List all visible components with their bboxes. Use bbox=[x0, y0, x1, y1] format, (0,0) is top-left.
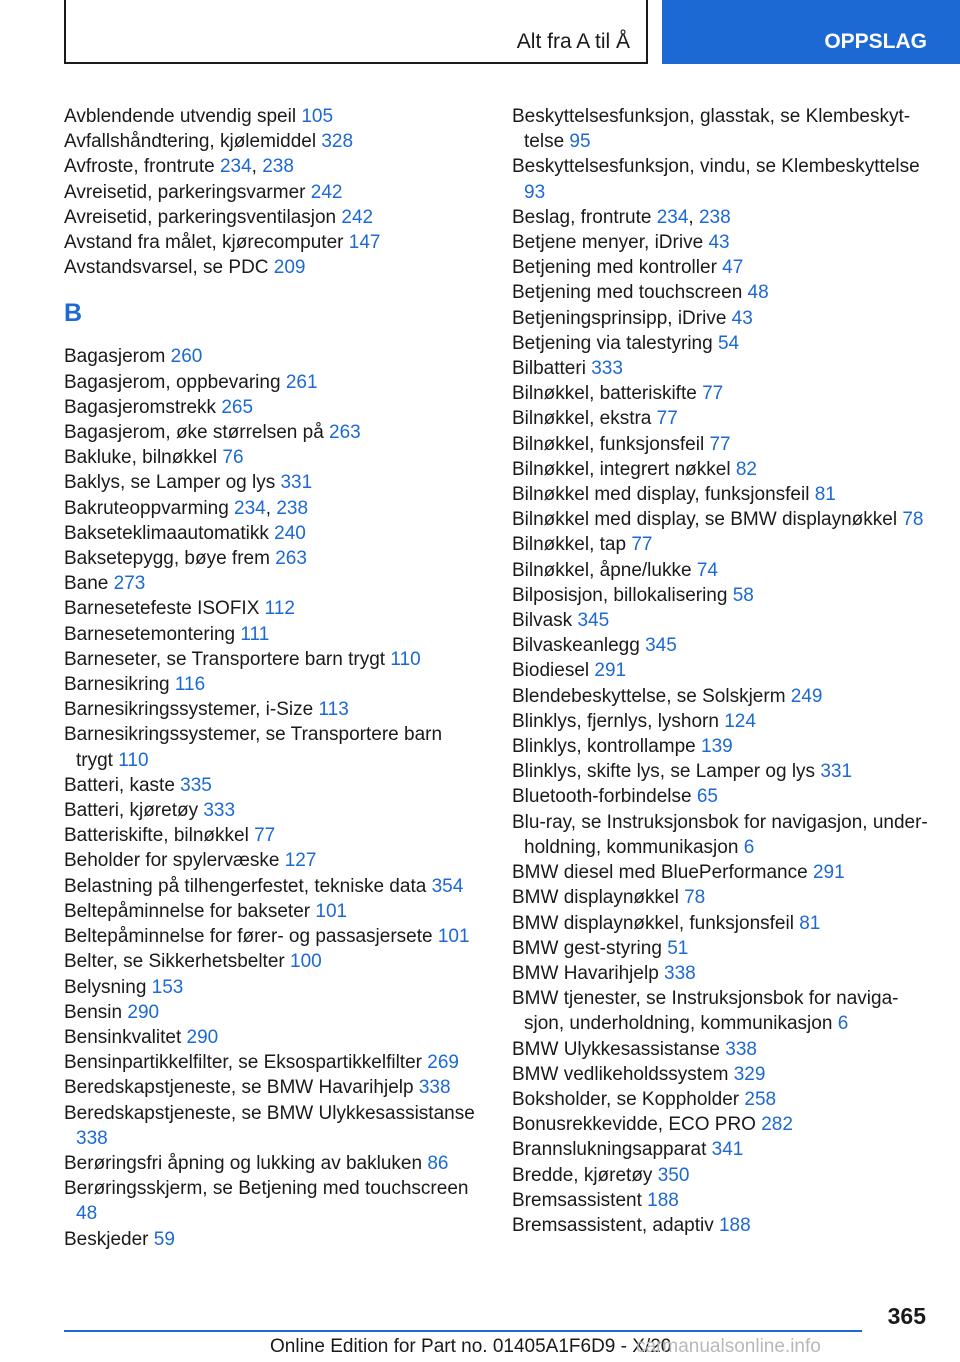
index-entry-text: BMW Ulykkesassistanse bbox=[512, 1038, 720, 1060]
index-page-link[interactable]: 249 bbox=[790, 685, 823, 707]
index-entry bbox=[512, 986, 932, 1036]
index-entry-text: Avfallshåndtering, kjølemiddel bbox=[64, 131, 317, 153]
index-entry-text: Bilnøkkel, batteriskifte bbox=[512, 383, 697, 405]
index-entry bbox=[64, 924, 484, 949]
index-page-link[interactable]: 338 bbox=[725, 1038, 757, 1060]
index-entry bbox=[512, 457, 932, 482]
index-page-link[interactable]: 58 bbox=[732, 584, 754, 606]
index-entry-text: Avstand fra målet, kjørecomputer bbox=[64, 232, 344, 254]
index-entry bbox=[64, 180, 484, 205]
index-page-link[interactable]: 76 bbox=[222, 447, 244, 469]
index-page-link[interactable]: 6 bbox=[743, 836, 755, 858]
index-entry-text: BMW Havarihjelp bbox=[512, 962, 659, 984]
index-entry bbox=[512, 658, 932, 683]
index-entry-text: Betjening med kontroller bbox=[512, 257, 717, 279]
index-entry: Avfroste, frontrute 234, 238 bbox=[64, 156, 294, 178]
index-entry-text: BMW tjenester, se Instruksjonsbok for navigasjon, underholdning, kommunikasjon bbox=[512, 988, 899, 1035]
index-entry-text: Bilposisjon, billokalisering bbox=[512, 584, 728, 606]
index-entry-text: Bremsassistent bbox=[512, 1189, 642, 1211]
index-page-link[interactable]: 291 bbox=[594, 660, 627, 682]
index-entry bbox=[512, 154, 932, 204]
index-entry bbox=[64, 622, 484, 647]
index-page-link[interactable]: 43 bbox=[731, 307, 753, 329]
index-page-link[interactable]: 238 bbox=[698, 206, 731, 228]
index-entry bbox=[64, 1050, 484, 1075]
index-page-link[interactable]: 77 bbox=[709, 433, 731, 455]
index-entry-text: Batteri, kjøretøy bbox=[64, 800, 199, 822]
index-entry-text: Bakseteklimaautomatikk bbox=[64, 522, 269, 544]
index-entry bbox=[512, 961, 932, 986]
index-entry bbox=[512, 558, 932, 583]
index-entry-text: Berøringsskjerm, se Betjening med touchscreen bbox=[64, 1178, 469, 1200]
index-page-link[interactable]: 105 bbox=[301, 106, 334, 127]
index-entry-text: Blu-ray, se Instruksjonsbok for navigasjon, underholdning, kommunikasjon bbox=[512, 811, 928, 858]
index-entry bbox=[512, 684, 932, 709]
index-entry-text: Betjening via talestyring bbox=[512, 332, 713, 354]
index-page-link[interactable]: 82 bbox=[735, 458, 757, 480]
index-page-link[interactable]: 238 bbox=[276, 497, 309, 519]
index-entry-text: Barnesetefeste ISOFIX bbox=[64, 598, 260, 620]
index-entry-text: Beredskapstjeneste, se BMW Havarihjelp bbox=[64, 1077, 414, 1099]
index-entry-text: Belastning på tilhengerfestet, tekniske data bbox=[64, 875, 427, 897]
index-entry-text: Blinklys, kontrollampe bbox=[512, 736, 696, 758]
index-page-link[interactable]: 86 bbox=[427, 1152, 449, 1174]
index-entry bbox=[512, 532, 932, 557]
index-entry-text: Bilnøkkel, åpne/lukke bbox=[512, 559, 692, 581]
index-entry-text: Beltepåminnelse for bakseter bbox=[64, 900, 311, 922]
index-entry bbox=[64, 255, 484, 280]
index-page-link[interactable]: 74 bbox=[696, 559, 718, 581]
index-page-link[interactable]: 291 bbox=[812, 862, 845, 884]
index-page-link[interactable]: 242 bbox=[341, 206, 374, 228]
index-page-link[interactable]: 265 bbox=[221, 396, 254, 418]
index-page-link[interactable]: 345 bbox=[645, 635, 677, 657]
header-section-title: Alt fra A til Å bbox=[516, 30, 630, 53]
index-page-link[interactable]: 77 bbox=[702, 383, 724, 405]
index-entry-text: Bilbatteri bbox=[512, 358, 586, 380]
index-entry-text: Bilvaskeanlegg bbox=[512, 635, 640, 657]
index-page-link[interactable]: 240 bbox=[274, 522, 306, 544]
index-page-link[interactable]: 47 bbox=[722, 257, 744, 279]
index-page-link[interactable]: 110 bbox=[118, 749, 149, 771]
page-number: 365 bbox=[887, 1303, 926, 1329]
index-entry bbox=[64, 823, 484, 848]
index-entry bbox=[512, 280, 932, 305]
index-entry-text: Beholder for spylervæske bbox=[64, 850, 280, 872]
index-entry bbox=[64, 672, 484, 697]
index-entry-text: Baklys, se Lamper og lys bbox=[64, 472, 276, 494]
index-page-link[interactable]: 329 bbox=[733, 1063, 766, 1085]
index-entry bbox=[512, 885, 932, 910]
index-entry bbox=[64, 1101, 484, 1151]
index-entry-text: Baksetерygg, bøye frem bbox=[64, 548, 270, 570]
index-page-link[interactable]: 54 bbox=[717, 332, 740, 354]
index-entry bbox=[64, 344, 484, 369]
index-entry bbox=[64, 1176, 484, 1226]
index-entry bbox=[512, 810, 932, 860]
index-entry: Bakruteoppvarming 234, 238 bbox=[64, 497, 309, 519]
index-entry-text: Bensinkvalitet bbox=[64, 1026, 182, 1048]
index-entry-text: BMW gest-styring bbox=[512, 937, 662, 959]
index-page-link[interactable]: 78 bbox=[684, 887, 706, 909]
index-entry-text: Belter, se Sikkerhetsbelter bbox=[64, 951, 285, 973]
index-page-link[interactable]: 333 bbox=[591, 358, 623, 380]
index-entry bbox=[64, 104, 484, 129]
index-entry bbox=[512, 734, 932, 759]
index-entry bbox=[64, 722, 484, 772]
index-page-link[interactable]: 234 bbox=[219, 156, 252, 178]
index-entry-text: Avfroste, frontrute bbox=[64, 156, 215, 178]
index-entry bbox=[64, 1025, 484, 1050]
index-entry bbox=[512, 1163, 932, 1188]
index-entry bbox=[64, 370, 484, 395]
index-entry-text: Belysning bbox=[64, 976, 147, 998]
index-entry-text: Bilnøkkel, integrert nøkkel bbox=[512, 458, 731, 480]
index-entry bbox=[64, 420, 484, 445]
index-entry bbox=[512, 583, 932, 608]
index-entry bbox=[512, 1037, 932, 1062]
index-entry bbox=[512, 1087, 932, 1112]
index-entry bbox=[512, 381, 932, 406]
index-entry bbox=[512, 911, 932, 936]
index-entry bbox=[512, 860, 932, 885]
index-page-link[interactable]: 113 bbox=[318, 699, 349, 721]
index-page-link[interactable]: 147 bbox=[348, 232, 381, 254]
index-page-link[interactable]: 48 bbox=[76, 1203, 98, 1225]
index-entry bbox=[512, 255, 932, 280]
index-page-link[interactable]: 153 bbox=[151, 976, 184, 998]
index-page-link[interactable]: 77 bbox=[631, 534, 653, 556]
index-entry bbox=[64, 1075, 484, 1100]
header-tab-label: OPPSLAG bbox=[824, 30, 927, 53]
index-entry-text: Avreisetid, parkeringsvarmer bbox=[64, 181, 306, 203]
index-entry bbox=[512, 709, 932, 734]
index-entry bbox=[64, 1151, 484, 1176]
index-page-link[interactable]: 188 bbox=[718, 1214, 751, 1236]
index-entry bbox=[64, 1227, 484, 1252]
header-tab bbox=[662, 0, 960, 64]
index-entry bbox=[64, 773, 484, 798]
index-entry-text: Boksholder, se Koppholder bbox=[512, 1088, 740, 1110]
index-entry-text: Betjene menyer, iDrive bbox=[512, 232, 704, 254]
index-entry bbox=[64, 546, 484, 571]
index-entry bbox=[64, 571, 484, 596]
index-entry-text: Bremsassistent, adaptiv bbox=[512, 1214, 714, 1236]
index-entry-text: Blendebeskyttelse, se Solskjerm bbox=[512, 685, 786, 707]
index-entry-text: Barnesetemontering bbox=[64, 623, 236, 645]
index-entry bbox=[512, 936, 932, 961]
index-entry-text: Bilnøkkel, funksjonsfeil bbox=[512, 433, 705, 455]
index-page-link[interactable]: 139 bbox=[701, 736, 733, 758]
index-entry-text: Bilvask bbox=[512, 610, 573, 632]
index-letter-heading: B bbox=[64, 299, 83, 328]
index-entry-text: Brannslukningsapparat bbox=[512, 1139, 707, 1161]
index-page-link[interactable]: 77 bbox=[254, 825, 276, 847]
index-page-link[interactable]: 341 bbox=[711, 1139, 744, 1161]
index-entry-text: Bluetooth-forbindelse bbox=[512, 786, 692, 808]
index-page-link[interactable]: 354 bbox=[431, 875, 464, 897]
index-page-link[interactable]: 261 bbox=[285, 371, 318, 393]
index-page-link[interactable]: 110 bbox=[390, 648, 421, 670]
index-entry bbox=[64, 445, 484, 470]
index-page-link[interactable]: 345 bbox=[577, 610, 610, 632]
index-entry bbox=[512, 406, 932, 431]
index-entry-text: Bensinpartikkelfilter, se Eksospartikkelfilter bbox=[64, 1052, 422, 1074]
index-page-link[interactable]: 78 bbox=[902, 509, 924, 531]
index-page-link[interactable]: 127 bbox=[284, 850, 317, 872]
index-entry-text: Bonusrekkevidde, ECO PRO bbox=[512, 1114, 756, 1136]
index-entry-text: Bagasjerom, oppbevaring bbox=[64, 371, 281, 393]
index-page-link[interactable]: 338 bbox=[76, 1127, 108, 1149]
index-page-link[interactable]: 234 bbox=[234, 497, 266, 519]
index-page-link[interactable]: 331 bbox=[280, 472, 313, 494]
index-page-link[interactable]: 282 bbox=[761, 1114, 793, 1136]
index-entry bbox=[512, 356, 932, 381]
index-page-link[interactable]: 101 bbox=[315, 900, 348, 922]
index-entry-text: Bagasjeromstrekk bbox=[64, 396, 217, 418]
index-page-link[interactable]: 338 bbox=[418, 1077, 451, 1099]
index-entry bbox=[512, 104, 932, 154]
index-entry-text: Biodiesel bbox=[512, 660, 590, 682]
index-entry-text: Avstandsvarsel, se PDC bbox=[64, 257, 269, 279]
index-entry bbox=[64, 1000, 484, 1025]
index-entry-text: Barneseter, se Transportere barn trygt bbox=[64, 648, 386, 670]
index-page-link[interactable]: 238 bbox=[262, 156, 294, 178]
index-page-link[interactable]: 48 bbox=[747, 282, 769, 304]
index-page-link[interactable]: 273 bbox=[113, 573, 146, 595]
index-entry bbox=[512, 1137, 932, 1162]
index-page-link[interactable]: 111 bbox=[240, 623, 270, 645]
index-entry-text: Betjening med touchscreen bbox=[512, 282, 743, 304]
index-entry-text: Barnesikringssystemer, i-Size bbox=[64, 699, 314, 721]
index-page-link[interactable]: 328 bbox=[321, 131, 354, 153]
index-page-link[interactable]: 269 bbox=[427, 1052, 459, 1074]
index-entry bbox=[64, 798, 484, 823]
index-page-link[interactable]: 290 bbox=[186, 1026, 219, 1048]
index-page-link[interactable]: 95 bbox=[569, 131, 591, 153]
index-entry-text: Beslag, frontrute bbox=[512, 206, 652, 228]
footer-edition: Online Edition for Part no. 01405A1F6D9 - X/20 bbox=[270, 1336, 672, 1357]
index-page-link[interactable]: 335 bbox=[180, 774, 212, 796]
index-entry-text: BMW displaynøkkel bbox=[512, 887, 679, 909]
index-entry bbox=[64, 596, 484, 621]
index-entry bbox=[64, 395, 484, 420]
index-entry-text: Bakluke, bilnøkkel bbox=[64, 447, 218, 469]
index-entry-text: Bagasjerom, øke størrelsen på bbox=[64, 422, 324, 444]
index-entry-text: BMW displaynøkkel, funksjonsfeil bbox=[512, 912, 794, 934]
index-entry-text: Bilnøkkel med display, funksjonsfeil bbox=[512, 484, 810, 506]
index-entry bbox=[512, 482, 932, 507]
index-entry-text: Avreisetid, parkeringsventilasjon bbox=[64, 206, 337, 228]
index-page-link[interactable]: 43 bbox=[708, 232, 730, 254]
index-page-link[interactable]: 242 bbox=[310, 181, 343, 203]
index-page-link[interactable]: 263 bbox=[275, 548, 307, 570]
index-page-link[interactable]: 188 bbox=[647, 1189, 679, 1211]
index-entry-text: BMW diesel med BluePerformance bbox=[512, 862, 808, 884]
footer-rule bbox=[64, 1330, 862, 1332]
header-section-box bbox=[64, 0, 648, 64]
index-entry-text: Blinklys, skifte lys, se Lamper og lys bbox=[512, 761, 816, 783]
index-page-link[interactable]: 101 bbox=[437, 926, 470, 948]
index-entry bbox=[64, 647, 484, 672]
index-entry-text: Batteri, kaste bbox=[64, 774, 175, 796]
index-entry-text: Batteriskifte, bilnøkkel bbox=[64, 825, 249, 847]
index-entry bbox=[512, 507, 932, 532]
index-entry bbox=[64, 949, 484, 974]
index-entry-text: Bagasjerom bbox=[64, 346, 166, 368]
index-entry bbox=[512, 784, 932, 809]
index-entry bbox=[64, 470, 484, 495]
index-entry-text: Blinklys, fjernlys, lyshorn bbox=[512, 710, 719, 732]
index-entry bbox=[512, 1112, 932, 1137]
index-entry bbox=[512, 1062, 932, 1087]
index-page-link[interactable]: 209 bbox=[273, 257, 306, 279]
index-page-link[interactable]: 331 bbox=[820, 761, 853, 783]
index-entry-text: Beskyttelsesfunksjon, glasstak, se Klembeskyttelse bbox=[512, 106, 911, 153]
index-entry bbox=[512, 608, 932, 633]
index-entry bbox=[64, 848, 484, 873]
index-entry-text: BMW vedlikeholdssystem bbox=[512, 1063, 729, 1085]
index-entry-text: Beskyttelsesfunksjon, vindu, se Klembeskyttelse bbox=[512, 156, 920, 178]
index-entry: Beslag, frontrute 234, 238 bbox=[512, 206, 731, 228]
index-entry bbox=[512, 331, 932, 356]
index-page-link[interactable]: 260 bbox=[170, 346, 203, 368]
index-entry-text: Bilnøkkel, tap bbox=[512, 534, 627, 556]
index-entry-text: Beskjeder bbox=[64, 1228, 149, 1250]
index-entry bbox=[64, 899, 484, 924]
index-entry bbox=[512, 1188, 932, 1213]
index-entry-text: Barnesikring bbox=[64, 674, 170, 696]
index-page-link[interactable]: 116 bbox=[174, 674, 206, 696]
index-page-link[interactable]: 6 bbox=[837, 1013, 849, 1035]
index-entry-text: Avblendende utvendig speil bbox=[64, 106, 297, 127]
index-entry bbox=[64, 521, 484, 546]
index-column-left bbox=[64, 104, 484, 1252]
index-page-link[interactable]: 124 bbox=[724, 710, 756, 732]
index-column-right bbox=[512, 104, 932, 1238]
index-entry bbox=[64, 230, 484, 255]
index-entry bbox=[512, 633, 932, 658]
index-page-link[interactable]: 290 bbox=[127, 1001, 160, 1023]
index-page-link[interactable]: 59 bbox=[153, 1228, 175, 1250]
index-page-link[interactable]: 258 bbox=[744, 1088, 777, 1110]
index-page-link[interactable]: 93 bbox=[524, 181, 546, 203]
index-entry bbox=[64, 129, 484, 154]
index-page-link[interactable]: 81 bbox=[799, 912, 821, 934]
index-page-link[interactable]: 51 bbox=[667, 937, 689, 959]
footer-watermark: carmanualsonline.info bbox=[636, 1336, 821, 1357]
index-entry-text: Bredde, kjøretøy bbox=[512, 1164, 653, 1186]
index-page-link[interactable]: 350 bbox=[657, 1164, 690, 1186]
index-entry bbox=[64, 205, 484, 230]
index-entry-text: Barnesikringssystemer, se Transportere barn trygt bbox=[64, 724, 443, 771]
index-entry-text: Bilnøkkel med display, se BMW displaynøkkel bbox=[512, 509, 898, 531]
index-entry bbox=[512, 230, 932, 255]
index-page-link[interactable]: 333 bbox=[203, 800, 236, 822]
index-entry bbox=[512, 1213, 932, 1238]
index-entry bbox=[512, 306, 932, 331]
index-entry bbox=[512, 432, 932, 457]
index-page-link[interactable]: 234 bbox=[656, 206, 689, 228]
index-entry bbox=[64, 975, 484, 1000]
index-entry bbox=[64, 874, 484, 899]
index-page-link[interactable]: 112 bbox=[264, 598, 295, 620]
index-entry-text: Bilnøkkel, ekstra bbox=[512, 408, 652, 430]
index-page-link[interactable]: 81 bbox=[814, 484, 836, 506]
index-page-link[interactable]: 338 bbox=[664, 962, 696, 984]
index-entry bbox=[64, 697, 484, 722]
index-entry-text: Bane bbox=[64, 573, 109, 595]
index-page-link[interactable]: 65 bbox=[696, 786, 718, 808]
index-entry-text: Bakruteoppvarming bbox=[64, 497, 229, 519]
index-entry bbox=[512, 759, 932, 784]
index-entry-text: Bensin bbox=[64, 1001, 123, 1023]
index-page-link[interactable]: 263 bbox=[329, 422, 361, 444]
index-entry-text: Beredskapstjeneste, se BMW Ulykkesassistanse bbox=[64, 1102, 475, 1124]
index-entry-text: Beltepåminnelse for fører- og passasjersete bbox=[64, 926, 433, 948]
index-page-link[interactable]: 100 bbox=[290, 951, 322, 973]
index-page-link[interactable]: 77 bbox=[656, 408, 678, 430]
index-entry-text: Betjeningsprinsipp, iDrive bbox=[512, 307, 727, 329]
index-entry-text: Berøringsfri åpning og lukking av bakluken bbox=[64, 1152, 423, 1174]
